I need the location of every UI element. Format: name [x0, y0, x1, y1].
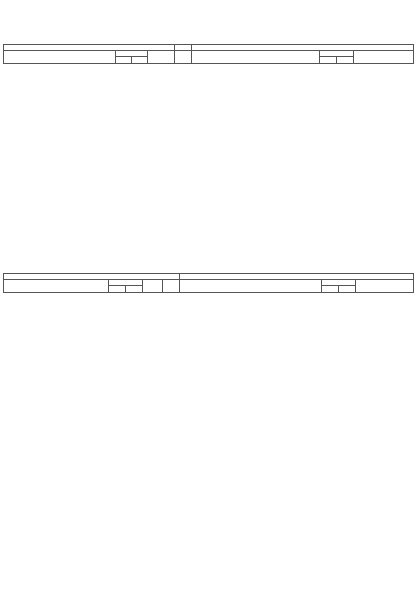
- col-faixa-b: [163, 280, 180, 293]
- col-escala: [148, 51, 175, 64]
- col-sqc-b: [109, 286, 126, 292]
- col-sqf-new: [337, 57, 354, 63]
- col-sqc-new: [320, 57, 337, 63]
- col-sqc: [116, 57, 132, 63]
- col-referencia-b: [356, 280, 414, 293]
- col-denom-new: [192, 51, 320, 64]
- col-sqc-new-b: [322, 286, 339, 292]
- col-denom-b: [4, 280, 109, 293]
- col-faixa: [175, 51, 192, 64]
- annex2-table: [3, 44, 414, 64]
- annex2b-table: [3, 273, 414, 293]
- col-sqf: [132, 57, 148, 63]
- col-sqf-b: [126, 286, 143, 292]
- col-sqf-new-b: [339, 286, 356, 292]
- col-denom-new-b: [180, 280, 322, 293]
- col-referencia: [354, 51, 414, 64]
- col-ev-b: [143, 280, 163, 293]
- col-denom: [4, 51, 116, 64]
